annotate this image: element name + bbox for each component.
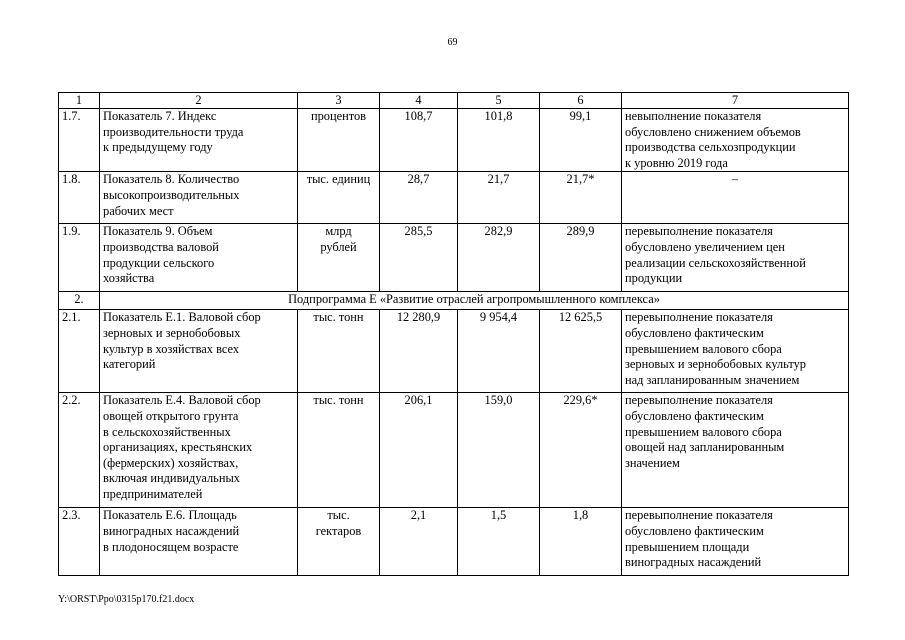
indicators-table [58, 92, 849, 576]
indicator-row [59, 508, 849, 576]
indicator-name: Показатель Е.1. Валовой сбор зерновых и зернобобовых культур в хозяйствах всех категорий [100, 310, 298, 393]
column-number-cell: 3 [298, 93, 380, 109]
indicator-row [59, 109, 849, 172]
row-number: 2.3. [59, 508, 100, 576]
page-number: 69 [447, 37, 458, 48]
value-col-5: 101,8 [458, 109, 540, 172]
column-number-cell: 4 [380, 93, 458, 109]
indicator-row [59, 393, 849, 508]
explanation-note: перевыполнение показателя обусловлено фактическим превышением площади виноградных насаждений [622, 508, 849, 576]
row-number: 1.9. [59, 224, 100, 292]
explanation-note: невыполнение показателя обусловлено снижением объемов производства сельхозпродукции к уровню 2019 года [622, 109, 849, 172]
value-col-5: 9 954,4 [458, 310, 540, 393]
row-number: 1.7. [59, 109, 100, 172]
row-number: 1.8. [59, 172, 100, 224]
value-col-6: 21,7* [540, 172, 622, 224]
column-number-cell: 5 [458, 93, 540, 109]
indicator-name: Показатель 9. Объем производства валовой продукции сельского хозяйства [100, 224, 298, 292]
value-col-4: 285,5 [380, 224, 458, 292]
value-col-4: 206,1 [380, 393, 458, 508]
subprogram-row [59, 292, 849, 310]
indicator-row [59, 310, 849, 393]
value-col-4: 12 280,9 [380, 310, 458, 393]
row-number: 2.2. [59, 393, 100, 508]
value-col-5: 1,5 [458, 508, 540, 576]
value-col-5: 159,0 [458, 393, 540, 508]
indicator-row [59, 172, 849, 224]
indicator-name: Показатель 7. Индекс производительности труда к предыдущему году [100, 109, 298, 172]
value-col-6: 12 625,5 [540, 310, 622, 393]
column-number-cell: 1 [59, 93, 100, 109]
value-col-5: 282,9 [458, 224, 540, 292]
indicator-name: Показатель 8. Количество высокопроизводительных рабочих мест [100, 172, 298, 224]
value-col-4: 2,1 [380, 508, 458, 576]
unit-cell: тыс. тонн [298, 393, 380, 508]
column-number-cell: 7 [622, 93, 849, 109]
unit-cell: тыс. гектаров [298, 508, 380, 576]
unit-cell: тыс. единиц [298, 172, 380, 224]
indicator-row [59, 224, 849, 292]
unit-cell: млрд рублей [298, 224, 380, 292]
value-col-6: 289,9 [540, 224, 622, 292]
value-col-6: 1,8 [540, 508, 622, 576]
explanation-note: – [622, 172, 849, 224]
row-number: 2.1. [59, 310, 100, 393]
indicator-name: Показатель Е.4. Валовой сбор овощей открытого грунта в сельскохозяйственных организациях, крестьянских (фермерских) хозяйствах, включая индивидуальных предпринимателей [100, 393, 298, 508]
column-number-cell: 2 [100, 93, 298, 109]
row-number: 2. [59, 292, 100, 310]
value-col-4: 108,7 [380, 109, 458, 172]
file-path-footer: Y:\ORST\Ppo\0315p170.f21.docx [58, 594, 195, 605]
value-col-6: 229,6* [540, 393, 622, 508]
explanation-note: перевыполнение показателя обусловлено увеличением цен реализации сельскохозяйственной продукции [622, 224, 849, 292]
indicator-name: Показатель Е.6. Площадь виноградных насаждений в плодоносящем возрасте [100, 508, 298, 576]
value-col-4: 28,7 [380, 172, 458, 224]
column-number-row [59, 93, 849, 109]
value-col-5: 21,7 [458, 172, 540, 224]
explanation-note: перевыполнение показателя обусловлено фактическим превышением валового сбора овощей над запланированным значением [622, 393, 849, 508]
unit-cell: процентов [298, 109, 380, 172]
column-number-cell: 6 [540, 93, 622, 109]
unit-cell: тыс. тонн [298, 310, 380, 393]
value-col-6: 99,1 [540, 109, 622, 172]
explanation-note: перевыполнение показателя обусловлено фактическим превышением валового сбора зерновых и зернобобовых культур над запланированным значением [622, 310, 849, 393]
subprogram-title: Подпрограмма Е «Развитие отраслей агропромышленного комплекса» [100, 292, 849, 310]
